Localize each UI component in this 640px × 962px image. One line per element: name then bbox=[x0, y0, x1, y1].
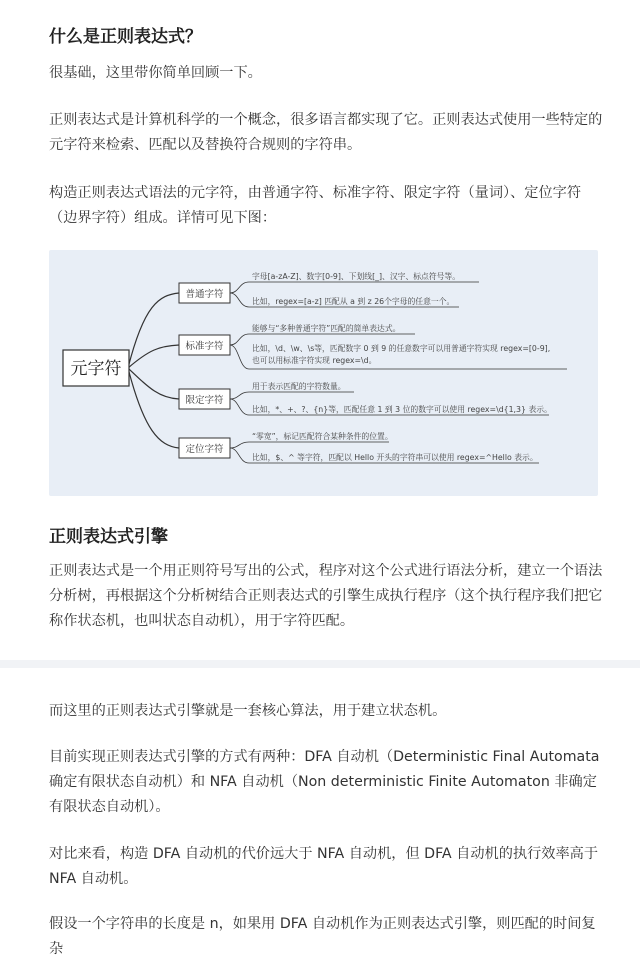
leaf-text: 比如，regex=[a-z] 匹配从 a 到 z 26个字母的任意一个。 bbox=[252, 297, 455, 306]
engine-paragraph-2: 而这里的正则表达式引擎就是一套核心算法，用于建立状态机。 bbox=[49, 703, 447, 719]
leaf-text: 也可以用标准字符实现 regex=\d。 bbox=[252, 356, 377, 365]
leaf-text: 比如，\d、\w、\s等，匹配数字 0 到 9 的任意数字可以用普通字符实现 regex=[0-9], bbox=[252, 344, 551, 353]
intro-paragraph-2: 正则表达式是计算机科学的一个概念，很多语言都实现了它。正则表达式使用一些特定的元字符来检索、匹配以及替换符合规则的字符串。 bbox=[49, 112, 603, 153]
engine-paragraph-4: 对比来看，构造 DFA 自动机的代价远大于 NFA 自动机，但 DFA 自动机的执行效率高于 NFA 自动机。 bbox=[49, 846, 599, 887]
metacharacter-mindmap bbox=[49, 250, 598, 496]
branch-4 bbox=[179, 431, 539, 463]
root-connectors bbox=[128, 293, 179, 448]
branch-label: 定位字符 bbox=[185, 444, 224, 455]
leaf-text: 用于表示匹配的字符数量。 bbox=[252, 382, 346, 391]
leaf-text: 能够与“多种普通字符”匹配的简单表达式。 bbox=[252, 324, 401, 333]
mindmap-svg bbox=[49, 250, 598, 496]
branch-label: 普通字符 bbox=[185, 289, 224, 300]
section-divider bbox=[0, 660, 640, 668]
leaf-line bbox=[230, 282, 479, 293]
leaf-text: 字母[a-zA-Z]、数字[0-9]、下划线[_]、汉字、标点符号等。 bbox=[252, 272, 461, 281]
root-node-label: 元字符 bbox=[70, 359, 122, 379]
branch-label: 标准字符 bbox=[185, 341, 224, 352]
branch-label: 限定字符 bbox=[185, 395, 224, 406]
connector-2 bbox=[128, 345, 179, 368]
engine-paragraph-5: 假设一个字符串的长度是 n，如果用 DFA 自动机作为正则表达式引擎，则匹配的时间复杂 bbox=[49, 916, 596, 957]
section-title-what-is-regex: 什么是正则表达式？ bbox=[49, 27, 202, 47]
branch-1 bbox=[179, 271, 479, 307]
connector-4 bbox=[128, 368, 179, 448]
intro-paragraph-1: 很基础，这里带你简单回顾一下。 bbox=[49, 65, 262, 81]
leaf-text: 比如，$、^ 等字符，匹配以 Hello 开头的字符串可以使用 regex=^Hello 表示。 bbox=[252, 453, 538, 462]
leaf-text: 比如，*、+、?、{n}等，匹配任意 1 到 3 位的数字可以使用 regex=\d{1,3} 表示。 bbox=[252, 405, 552, 414]
section-title-regex-engine: 正则表达式引擎 bbox=[49, 527, 168, 547]
branch-3 bbox=[179, 381, 552, 415]
connector-1 bbox=[128, 293, 179, 368]
leaf-line bbox=[230, 442, 389, 448]
leaf-text: “零宽”，标记匹配符合某种条件的位置。 bbox=[252, 432, 393, 441]
engine-paragraph-3: 目前实现正则表达式引擎的方式有两种：DFA 自动机（Deterministic Final Automata 确定有限状态自动机）和 NFA 自动机（Non deterministic Finite Automaton 非确定有限状态自动机）。 bbox=[49, 749, 600, 815]
leaf-line bbox=[230, 392, 354, 399]
intro-paragraph-3: 构造正则表达式语法的元字符，由普通字符、标准字符、限定字符（量词）、定位字符（边界字符）组成。详情可见下图： bbox=[49, 185, 582, 226]
branch-2 bbox=[179, 323, 567, 369]
engine-paragraph-1: 正则表达式是一个用正则符号写出的公式，程序对这个公式进行语法分析，建立一个语法分析树，再根据这个分析树结合正则表达式的引擎生成执行程序（这个执行程序我们把它称作状态机，也叫状态自动机），用于字符匹配。 bbox=[49, 563, 603, 629]
